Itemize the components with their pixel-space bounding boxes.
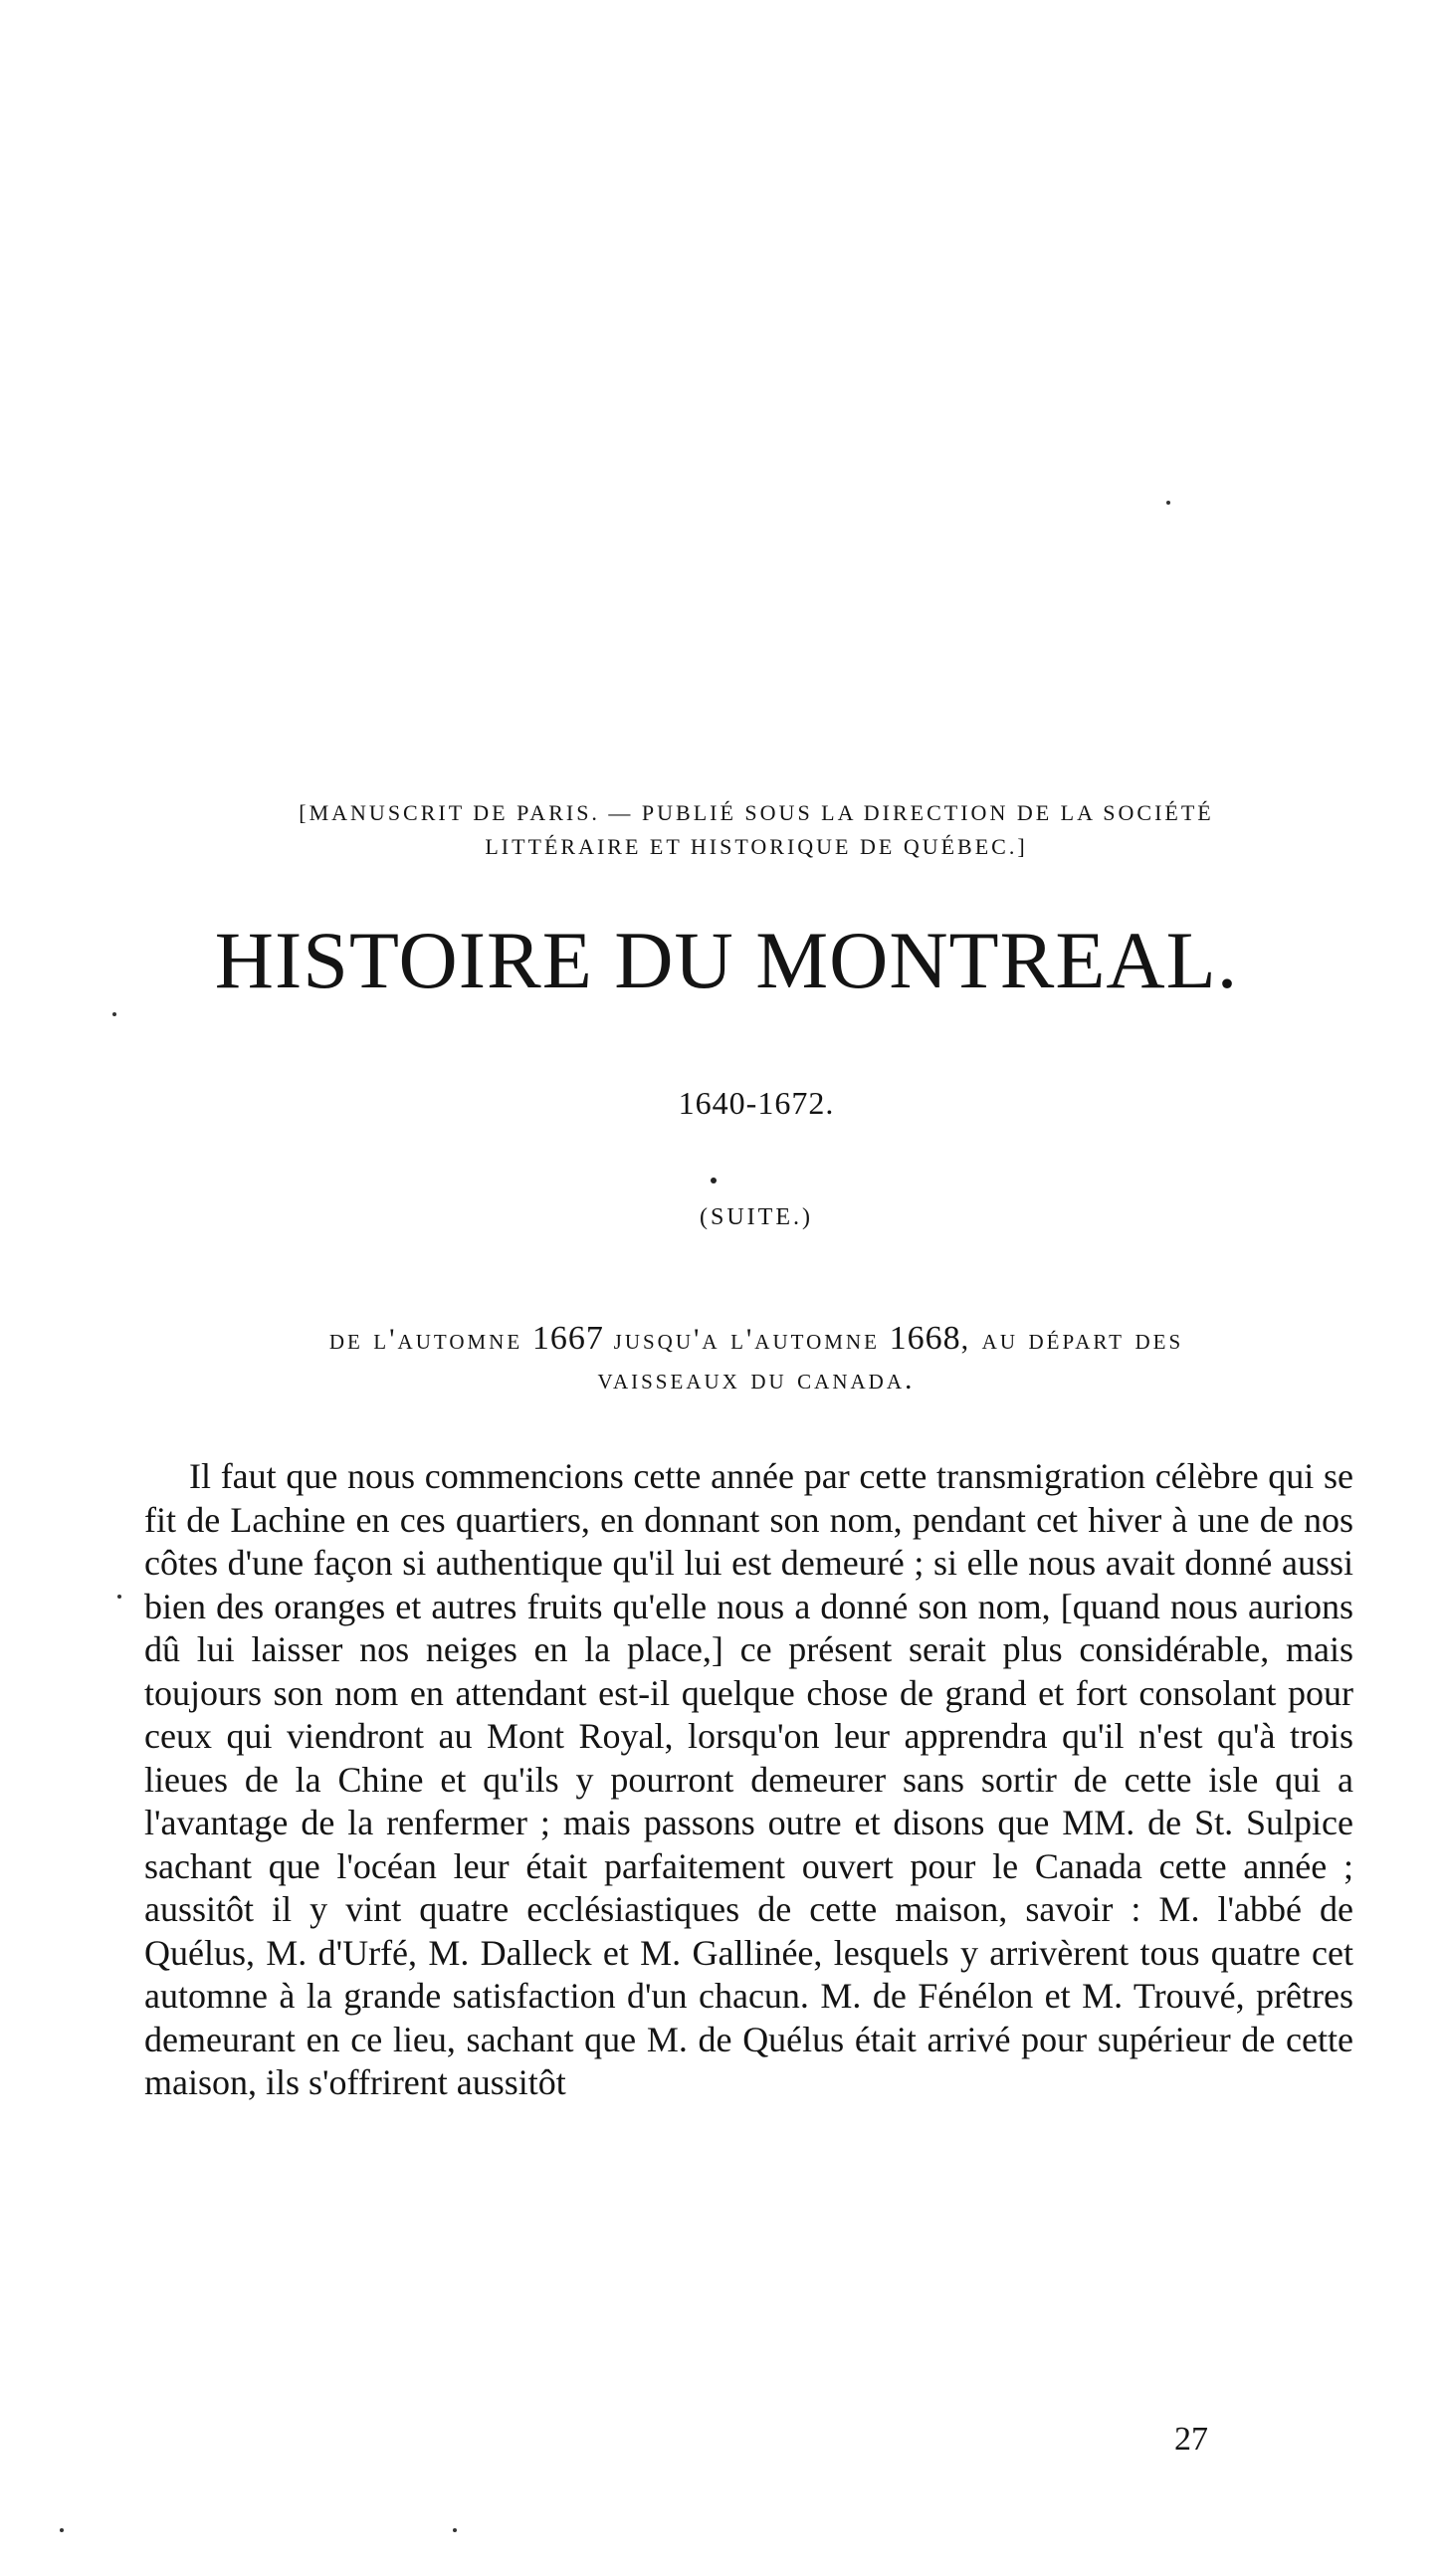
heading-year-1: 1667 [531, 1320, 604, 1357]
scan-speck [453, 2528, 457, 2532]
body-paragraph: Il faut que nous commencions cette année par cette transmigration célèbre qui se fit de Lachine en ces quartiers, en donnant son nom, pendant cet hiver à une de nos côtes d'une façon si authentique qu'il lui est demeuré ; si elle nous avait donné aussi bien des oranges et autres fruits qu'elle nous a donné son nom, [quand nous aurions dû lui laisser nos neiges en la place,] ce présent serait plus considérable, mais toujours son nom en attendant est-il quelque chose de grand et fort consolant pour ceux qui viendront au Mont Royal, lorsqu'on leur apprendra qu'il n'est qu'à trois lieues de la Chine et qu'ils y pourront demeurer sans sortir de cette isle qui a l'avantage de la renfermer ; mais passons outre et disons que MM. de St. Sulpice sachant que l'océan leur était parfaitement ouvert pour le Canada cette année ; aussitôt il y vint quatre ecclésiastiques de cette maison, savoir : M. l'abbé de Quélus, M. d'Urfé, M. Dalleck et M. Gallinée, lesquels y arrivèrent tous quatre cet automne à la grande satisfaction d'un chacun. M. de Fénélon et M. Trouvé, prêtres demeurant en ce lieu, sachant que M. de Quélus était arrivé pour supérieur de cette maison, ils s'offrirent aussitôt [144, 1456, 1353, 2102]
page-number: 27 [1174, 2421, 1208, 2458]
heading-part-2: jusqu'a l'automne [613, 1323, 880, 1356]
header-note [199, 796, 1314, 864]
scan-speck [117, 1595, 121, 1599]
section-heading-line-1 [199, 1319, 1314, 1360]
page-title: HISTOIRE DU MONTREAL. [214, 915, 1239, 1005]
section-heading-line-2: vaisseaux du canada. [597, 1363, 916, 1395]
heading-year-2: 1668 [889, 1320, 961, 1357]
date-range: 1640-1672. [678, 1085, 835, 1121]
heading-part-1: de l'automne [328, 1323, 523, 1356]
section-heading [199, 1319, 1314, 1399]
scan-speck [1166, 501, 1170, 505]
scan-speck [60, 2528, 64, 2532]
header-note-line-2: LITTÉRAIRE ET HISTORIQUE DE QUÉBEC.] [485, 834, 1028, 859]
continuation-label: (SUITE.) [700, 1204, 813, 1230]
header-note-line-1: [MANUSCRIT DE PARIS. — PUBLIÉ SOUS LA DIRECTION DE LA SOCIÉTÉ [299, 800, 1214, 825]
scan-speck [112, 1012, 116, 1016]
ornament-dot [711, 1178, 717, 1183]
heading-part-3: , au départ des [960, 1323, 1184, 1356]
